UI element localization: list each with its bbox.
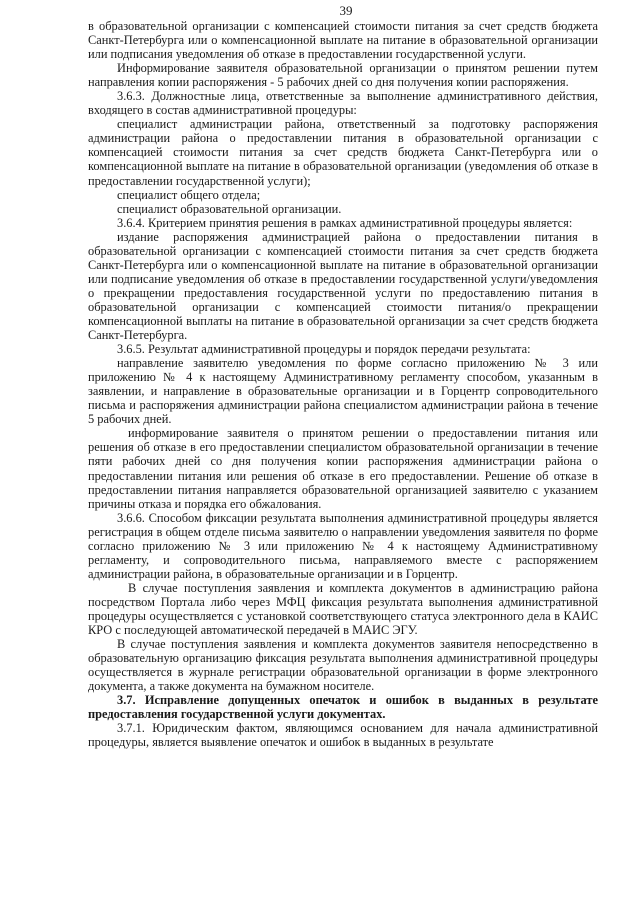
paragraph: Информирование заявителя образовательной организации о принятом решении путем направления копии распоряжения - 5 рабочих дней со дня получения копии распоряжения. [88,61,598,90]
paragraph: 3.7.1. Юридическим фактом, являющимся основанием для начала административной процедуры, является выявление опечаток и ошибок в выданных в результате [88,721,598,750]
paragraph: 3.6.4. Критерием принятия решения в рамках административной процедуры является: [117,215,573,230]
paragraph: специалист администрации района, ответственный за подготовку распоряжения администрации района о предоставлении питания в образовательной организации с компенсацией стоимости питания за счет средств бюджета Санкт-Петербурга или о компенсационной выплате на питание в образовательной организации (уведомления об отказе в предоставлении государственной услуги); [88,117,598,188]
paragraph: специалист общего отдела; [117,187,261,202]
paragraph: 3.6.6. Способом фиксации результата выполнения административной процедуры является регистрация в общем отделе письма заявителю о направлении уведомления заявителя по форме согласно приложению № 3 или приложению № 4 к настоящему Административному регламенту, и сопроводительного письма, направляемого вместе с распоряжением администрации района, в образовательные организации и в Горцентр. [88,510,598,581]
paragraph: направление заявителю уведомления по форме согласно приложению № 3 или приложению № 4 к настоящему Административному регламенту способом, указанным в заявлении, и направление в образовательные организации и в Горцентр сопроводительного письма и распоряжения администрации района специалистом администрации района в течение 5 рабочих дней. [88,356,598,427]
page-number: 39 [339,3,353,18]
document-body [88,19,598,749]
paragraph: издание распоряжения администрацией района о предоставлении питания в образовательной организации с компенсацией стоимости питания за счет средств бюджета Санкт-Петербурга или о компенсационной выплате на питание в образовательной организации или подписание уведомления об отказе в предоставлении государственной услуги/уведомления о прекращении предоставления государственной услуги по предоставлению питания в образовательной организации с компенсацией стоимости питания/о прекращении компенсационной выплаты на питание в образовательной организации за счет средств бюджета Санкт-Петербурга. [88,229,598,343]
paragraph: В случае поступления заявления и комплекта документов в администрацию района посредством Портала либо через МФЦ фиксация результата выполнения административной процедуры осуществляется с установкой соответствующего статуса электронного дела в КАИС КРО с последующей автоматической передачей в МАИС ЭГУ. [88,580,598,638]
paragraph: 3.6.5. Результат административной процедуры и порядок передачи результата: [117,342,531,357]
section-heading: 3.7. Исправление допущенных опечаток и ошибок в выданных в результате предоставления государственной услуги документах. [88,693,598,722]
paragraph: 3.6.3. Должностные лица, ответственные за выполнение административного действия, входящего в состав административной процедуры: [88,89,598,118]
paragraph: в образовательной организации с компенсацией стоимости питания за счет средств бюджета Санкт-Петербурга или о компенсационной выплате на питание в образовательной организации или подписания уведомления об отказе в предоставлении государственной услуги. [88,19,598,62]
paragraph: информирование заявителя о принятом решении о предоставлении питания или решения об отказе в его предоставлении специалистом образовательной организации в течение пяти рабочих дней со дня получения копии распоряжения администрации района о предоставлении питания или решения об отказе в его предоставлении. Решение об отказе в предоставлении питания направляется образовательной организацией заявителю с указанием причины отказа и порядка его обжалования. [88,426,598,511]
paragraph: специалист образовательной организации. [117,201,342,216]
paragraph: В случае поступления заявления и комплекта документов заявителя непосредственно в образовательную организацию фиксация результата выполнения административной процедуры осуществляется в журнале регистрации образовательной организации в форме электронного документа, а также документа на бумажном носителе. [88,637,598,694]
